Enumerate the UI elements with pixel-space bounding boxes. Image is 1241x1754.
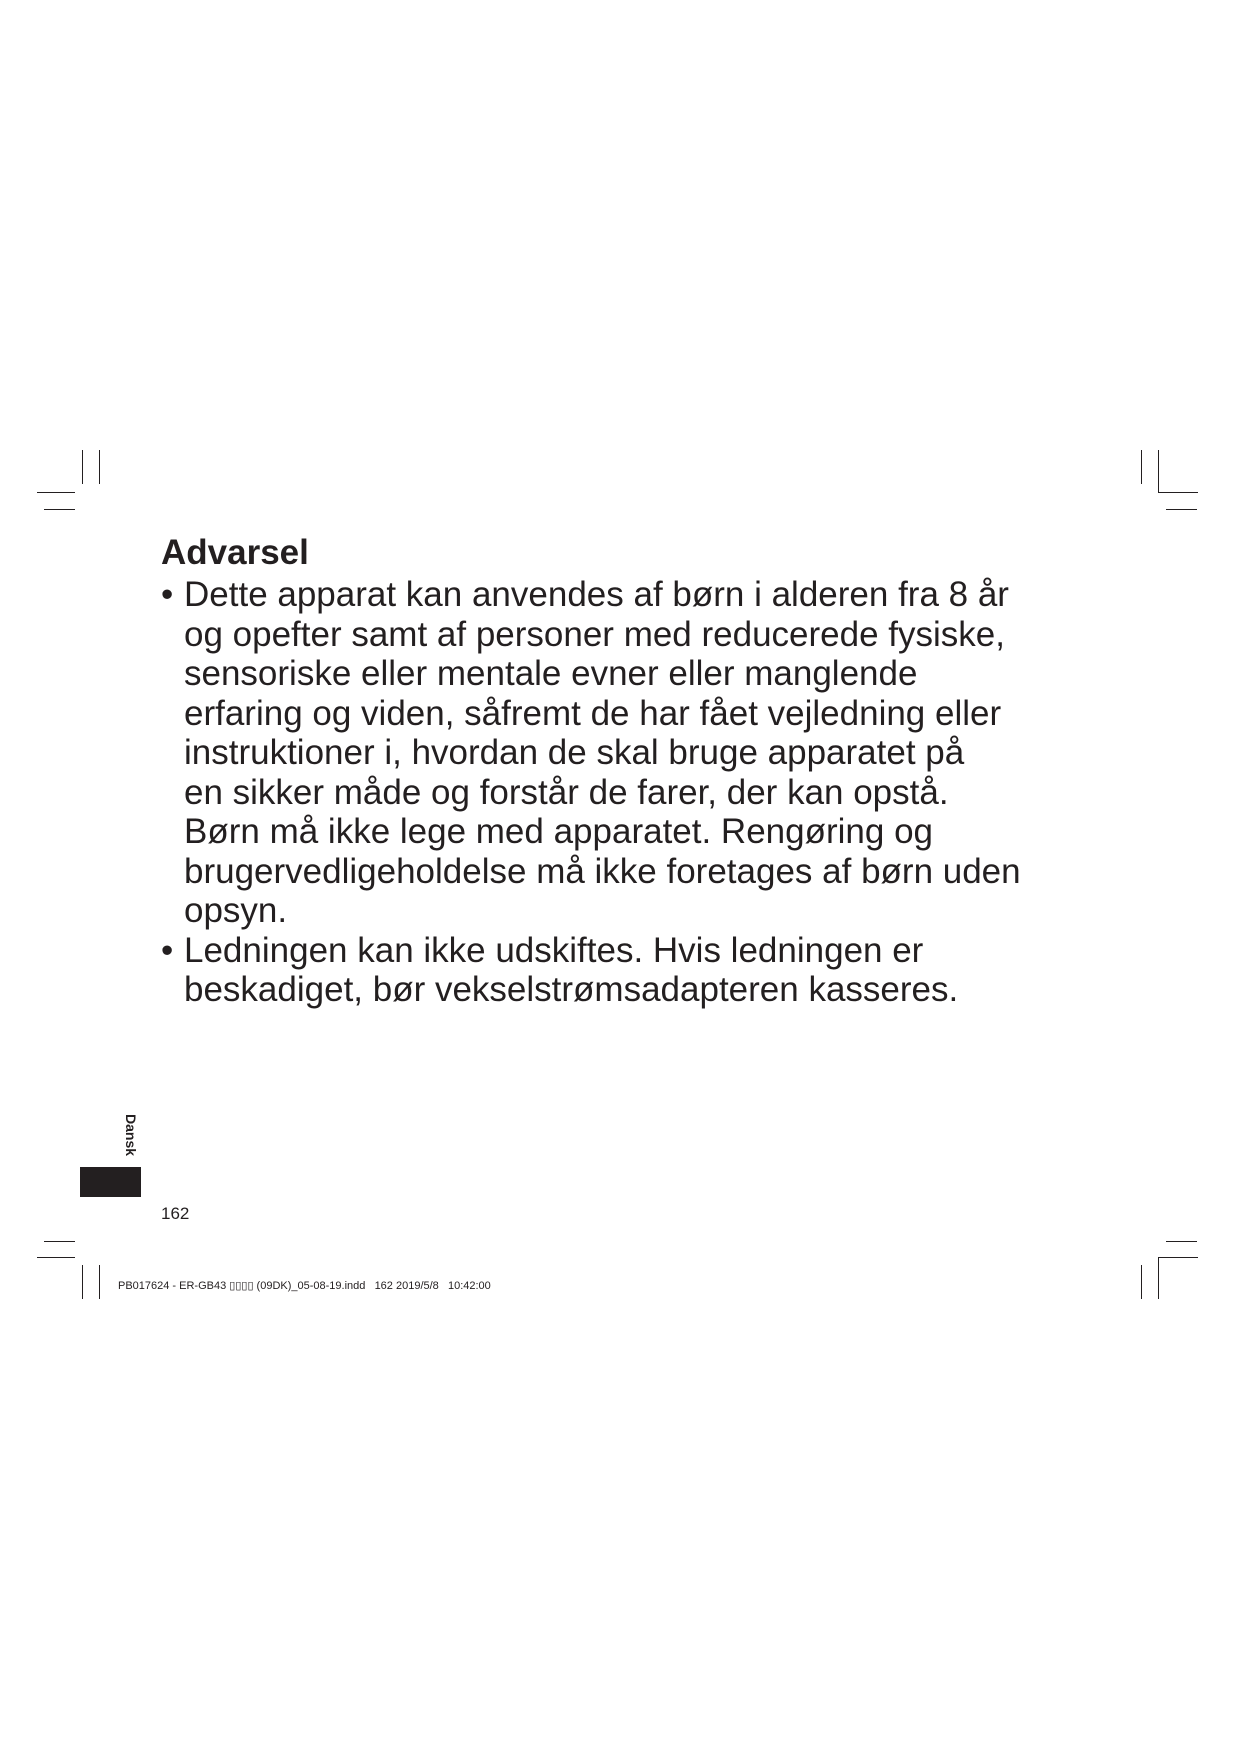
bullet-line: og opefter samt af personer med reducerede fysiske, — [184, 614, 1005, 654]
crop-mark-top-left-vertical-inner — [99, 450, 100, 484]
bullet-line: Ledningen kan ikke udskiftes. Hvis ledningen er — [184, 930, 924, 970]
bullet-dot: • — [161, 575, 174, 614]
crop-mark-bottom-right-horizontal-inner — [1166, 1241, 1197, 1242]
crop-mark-top-right-horizontal-outer — [1158, 492, 1198, 493]
crop-mark-top-left-horizontal-inner — [44, 509, 75, 510]
bullet-line: en sikker måde og forstår de farer, der kan opstå. — [184, 772, 949, 812]
crop-mark-bottom-left-horizontal-outer — [37, 1257, 75, 1258]
print-slug: PB017624 - ER-GB43 ▯▯▯▯ (09DK)_05-08-19.indd 162 2019/5/8 10:42:00 — [118, 1280, 491, 1292]
bullet-line: Dette apparat kan anvendes af børn i alderen fra 8 år — [184, 575, 1009, 614]
bullet-line: sensoriske eller mentale evner eller manglende — [184, 654, 918, 693]
warning-bullet-list — [161, 575, 1081, 1010]
crop-mark-bottom-right-vertical-inner — [1158, 1257, 1159, 1299]
bullet-line: opsyn. — [184, 891, 288, 930]
warning-section — [161, 533, 1081, 1010]
bullet-line: brugervedligeholdelse må ikke foretages af børn uden — [184, 851, 1021, 891]
page-number: 162 — [161, 1204, 190, 1223]
crop-mark-bottom-left-vertical-outer — [82, 1265, 83, 1299]
warning-bullet-1 — [161, 575, 1081, 931]
bullet-line: instruktioner i, hvordan de skal bruge apparatet på — [184, 733, 965, 772]
language-tab-marker — [80, 1167, 141, 1197]
crop-mark-top-right-vertical-outer — [1141, 450, 1142, 484]
bullet-dot: • — [161, 930, 174, 970]
crop-mark-bottom-left-vertical-inner — [99, 1265, 100, 1299]
crop-mark-top-left-vertical-outer — [82, 450, 83, 484]
language-label-text: Dansk — [123, 1114, 139, 1157]
crop-mark-top-left-horizontal-outer — [37, 492, 75, 493]
crop-mark-bottom-left-horizontal-inner — [44, 1241, 75, 1242]
warning-heading: Advarsel — [161, 533, 309, 572]
warning-bullet-2 — [161, 931, 1081, 1010]
bullet-line: beskadiget, bør vekselstrømsadapteren kasseres. — [184, 970, 959, 1009]
crop-mark-bottom-right-vertical-outer — [1141, 1265, 1142, 1299]
crop-mark-top-right-horizontal-inner — [1166, 509, 1197, 510]
bullet-line: Børn må ikke lege med apparatet. Rengøring og — [184, 812, 933, 851]
bullet-line: erfaring og viden, såfremt de har fået vejledning eller — [184, 693, 1002, 733]
crop-mark-top-right-vertical-inner — [1158, 450, 1159, 492]
crop-mark-bottom-right-horizontal-outer — [1158, 1257, 1198, 1258]
language-side-label — [116, 1114, 146, 1164]
